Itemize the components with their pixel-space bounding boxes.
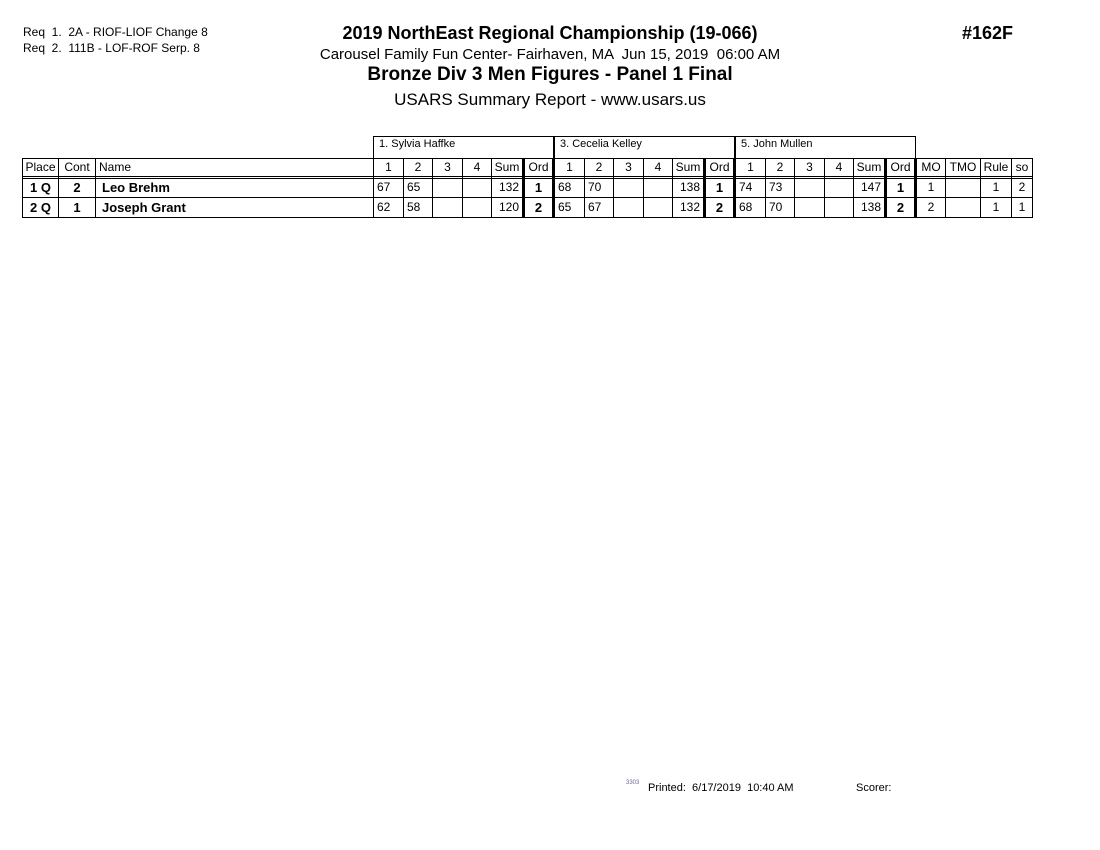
ord-cell: 1 xyxy=(896,180,905,195)
rule-cell: 1 xyxy=(992,180,1000,194)
col-header-score-3: 3 xyxy=(444,160,451,174)
sum-cell: 138 xyxy=(860,200,881,214)
col-header-score-1: 1 xyxy=(566,160,573,174)
score-cell xyxy=(433,178,462,198)
competition-title: 2019 NorthEast Regional Championship (19-066) xyxy=(342,23,758,43)
rule-cell: 1 xyxy=(992,200,1000,214)
col-header-score-4: 4 xyxy=(473,160,481,174)
scorer-label: Scorer: xyxy=(856,782,892,794)
score-cell xyxy=(463,198,491,218)
score-cell: 65 xyxy=(558,200,572,214)
skater-name: Joseph Grant xyxy=(102,200,186,215)
footer-mark: 3303 xyxy=(626,780,640,786)
event-number: #162F xyxy=(962,23,1014,43)
location-datetime: Carousel Family Fun Center- Fairhaven, MA Jun 15, 2019 06:00 AM xyxy=(319,46,781,63)
col-header-score-4: 4 xyxy=(835,160,843,174)
score-cell: 73 xyxy=(769,180,783,194)
score-cell xyxy=(795,178,824,198)
place-cell: 1 Q xyxy=(30,180,51,195)
so-cell: 2 xyxy=(1018,180,1026,194)
col-header-ord: Ord xyxy=(528,160,549,174)
col-header-mo: MO xyxy=(921,160,941,174)
col-header-score-3: 3 xyxy=(806,160,813,174)
judge-header-2 xyxy=(554,136,735,158)
score-cell: 70 xyxy=(588,180,602,194)
col-header-score-2: 2 xyxy=(776,160,784,174)
mo-cell: 2 xyxy=(927,200,935,214)
ord-cell: 1 xyxy=(534,180,543,195)
so-cell: 1 xyxy=(1018,200,1026,214)
col-header-tmo: TMO xyxy=(949,160,977,174)
ord-cell: 2 xyxy=(534,200,543,215)
col-header-sum: Sum xyxy=(494,160,520,174)
requirement-1: Req 1. 2A - RIOF-LIOF Change 8 xyxy=(23,25,208,39)
mo-cell: 1 xyxy=(927,180,935,194)
cont-cell: 2 xyxy=(73,180,81,195)
report-title: USARS Summary Report - www.usars.us xyxy=(394,90,706,109)
score-cell xyxy=(644,178,672,198)
col-header-sum: Sum xyxy=(856,160,882,174)
col-header-ord: Ord xyxy=(890,160,911,174)
sum-cell: 132 xyxy=(679,200,700,214)
sum-cell: 132 xyxy=(498,180,519,194)
requirement-2: Req 2. 111B - LOF-ROF Serp. 8 xyxy=(23,41,200,55)
col-header-score-2: 2 xyxy=(414,160,422,174)
cont-cell: 1 xyxy=(73,200,81,215)
score-cell xyxy=(433,198,462,218)
score-cell xyxy=(644,198,672,218)
col-header-rule: Rule xyxy=(983,160,1009,174)
score-cell: 74 xyxy=(739,180,753,194)
skater-name: Leo Brehm xyxy=(102,180,170,195)
judge-name: 3. Cecelia Kelley xyxy=(560,138,642,150)
sum-cell: 120 xyxy=(498,200,519,214)
col-border xyxy=(1032,158,1033,218)
col-header-cont: Cont xyxy=(64,160,90,174)
score-cell: 58 xyxy=(407,200,421,214)
score-cell: 67 xyxy=(588,200,602,214)
score-cell xyxy=(795,198,824,218)
score-cell xyxy=(825,178,853,198)
event-title: Bronze Div 3 Men Figures - Panel 1 Final xyxy=(367,64,733,85)
score-cell: 65 xyxy=(407,180,421,194)
score-cell: 70 xyxy=(769,200,783,214)
col-header-score-4: 4 xyxy=(654,160,662,174)
score-cell xyxy=(614,198,643,218)
sum-cell: 138 xyxy=(679,180,700,194)
judge-header-1 xyxy=(373,136,554,158)
col-header-so: so xyxy=(1015,160,1029,174)
place-cell: 2 Q xyxy=(30,200,51,215)
score-cell xyxy=(825,198,853,218)
col-header-score-2: 2 xyxy=(595,160,603,174)
sum-cell: 147 xyxy=(860,180,881,194)
col-header-score-1: 1 xyxy=(385,160,392,174)
judge-header-3 xyxy=(735,136,916,158)
col-header-place: Place xyxy=(25,160,56,174)
printed-timestamp: Printed: 6/17/2019 10:40 AM xyxy=(648,782,794,794)
tmo-cell xyxy=(946,198,980,218)
col-header-score-1: 1 xyxy=(747,160,754,174)
score-cell xyxy=(614,178,643,198)
col-header-sum: Sum xyxy=(675,160,701,174)
score-cell: 62 xyxy=(377,200,391,214)
ord-cell: 1 xyxy=(715,180,724,195)
judge-name: 5. John Mullen xyxy=(741,138,813,150)
judge-name: 1. Sylvia Haffke xyxy=(379,138,456,150)
score-cell xyxy=(463,178,491,198)
col-header-ord: Ord xyxy=(709,160,730,174)
score-cell: 68 xyxy=(739,200,753,214)
score-cell: 68 xyxy=(558,180,572,194)
ord-cell: 2 xyxy=(896,200,905,215)
tmo-cell xyxy=(946,178,980,198)
col-header-score-3: 3 xyxy=(625,160,632,174)
score-cell: 67 xyxy=(377,180,391,194)
col-header-name: Name xyxy=(99,160,132,174)
ord-cell: 2 xyxy=(715,200,724,215)
